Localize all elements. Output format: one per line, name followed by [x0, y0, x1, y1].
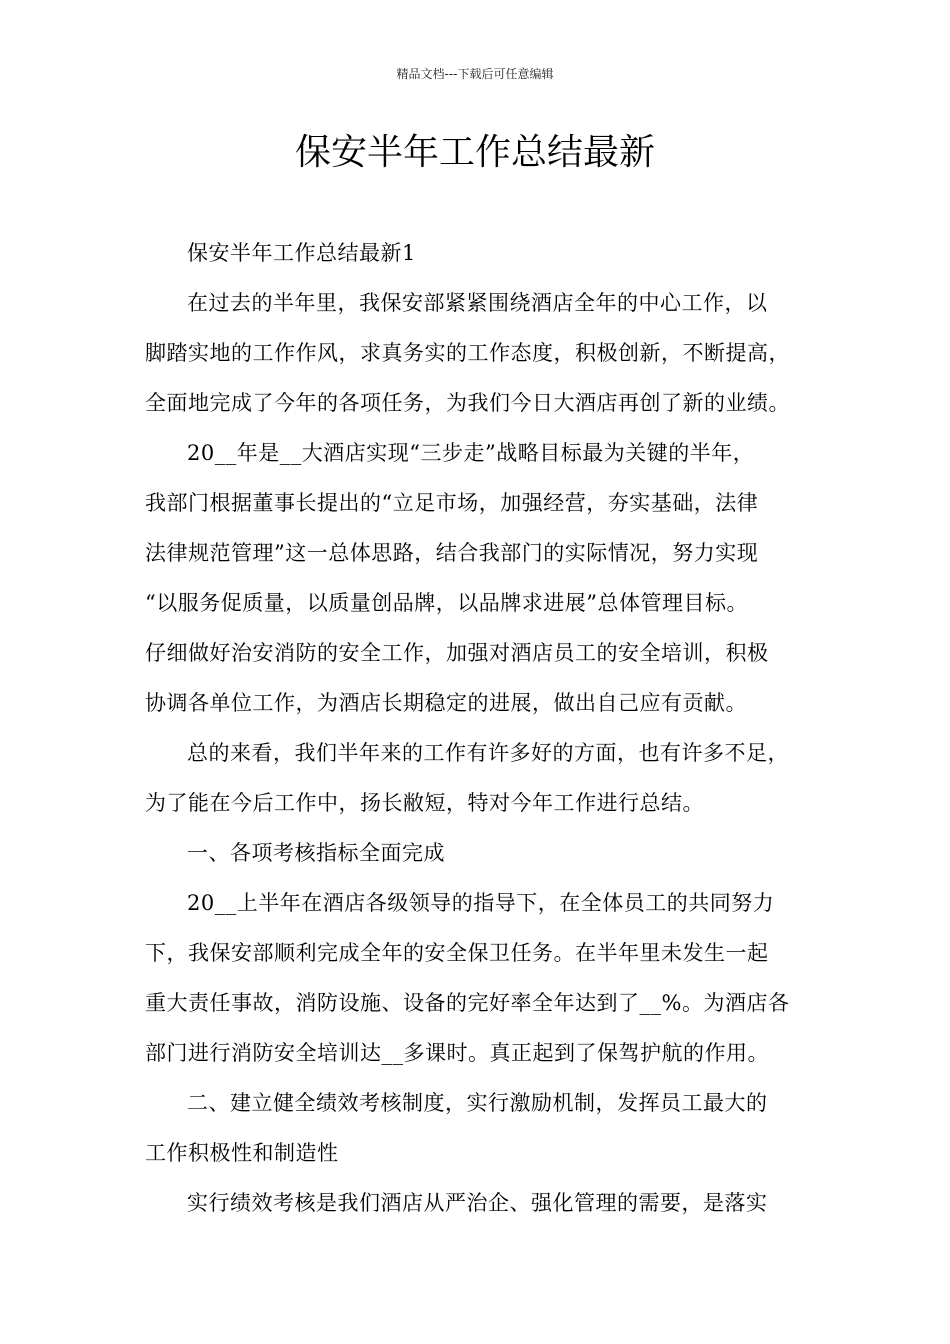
- paragraph-section-heading: [145, 228, 835, 278]
- document-body: [145, 228, 835, 1228]
- document-title: 保安半年工作总结最新: [294, 132, 655, 173]
- text-line: 20__上半年在酒店各级领导的指导下，在全体员工的共同努力: [187, 891, 775, 915]
- text-line: 在过去的半年里，我保安部紧紧围绕酒店全年的中心工作，以: [187, 291, 768, 315]
- text-line: 总的来看，我们半年来的工作有许多好的方面，也有许多不足，: [187, 741, 789, 765]
- paragraph-performance: [145, 1178, 835, 1228]
- text-line: 保安半年工作总结最新1: [187, 241, 416, 265]
- text-line: 法律规范管理”这一总体思路，结合我部门的实际情况，努力实现: [145, 541, 759, 565]
- text-line: 下，我保安部顺利完成全年的安全保卫任务。在半年里未发生一起: [145, 941, 769, 965]
- text-line: 20__年是__大酒店实现“三步走”战略目标最为关键的半年，: [187, 441, 755, 465]
- text-line: 工作积极性和制造性: [145, 1141, 339, 1165]
- paragraph-strategy: [145, 428, 835, 728]
- text-line: 协调各单位工作，为酒店长期稳定的进展，做出自己应有贡献。: [145, 691, 747, 715]
- text-line: 一、各项考核指标全面完成: [187, 841, 445, 865]
- header-note: 精品文档---下载后可任意编辑: [396, 67, 554, 81]
- text-line: 为了能在今后工作中，扬长敝短，特对今年工作进行总结。: [145, 791, 704, 815]
- paragraph-intro: [145, 278, 835, 428]
- text-line: 部门进行消防安全培训达__多课时。真正起到了保驾护航的作用。: [145, 1041, 769, 1065]
- text-line: 仔细做好治安消防的安全工作，加强对酒店员工的安全培训，积极: [145, 641, 769, 665]
- text-line: 脚踏实地的工作作风，求真务实的工作态度，积极创新，不断提高，: [145, 341, 790, 365]
- text-line: 全面地完成了今年的各项任务，为我们今日大酒店再创了新的业绩。: [145, 391, 790, 415]
- text-line: “以服务促质量，以质量创品牌，以品牌求进展”总体管理目标。: [145, 591, 748, 615]
- text-line: 实行绩效考核是我们酒店从严治企、强化管理的需要，是落实: [187, 1191, 768, 1215]
- paragraph-results: [145, 878, 835, 1078]
- paragraph-heading-two: [145, 1078, 835, 1178]
- text-line: 我部门根据董事长提出的“立足市场，加强经营，夯实基础，法律: [145, 491, 759, 515]
- text-line: 二、建立健全绩效考核制度，实行激励机制，发挥员工最大的: [187, 1091, 768, 1115]
- paragraph-heading-one: [145, 828, 835, 878]
- paragraph-overview: [145, 728, 835, 828]
- text-line: 重大责任事故，消防设施、设备的完好率全年达到了__%。为酒店各: [145, 991, 790, 1015]
